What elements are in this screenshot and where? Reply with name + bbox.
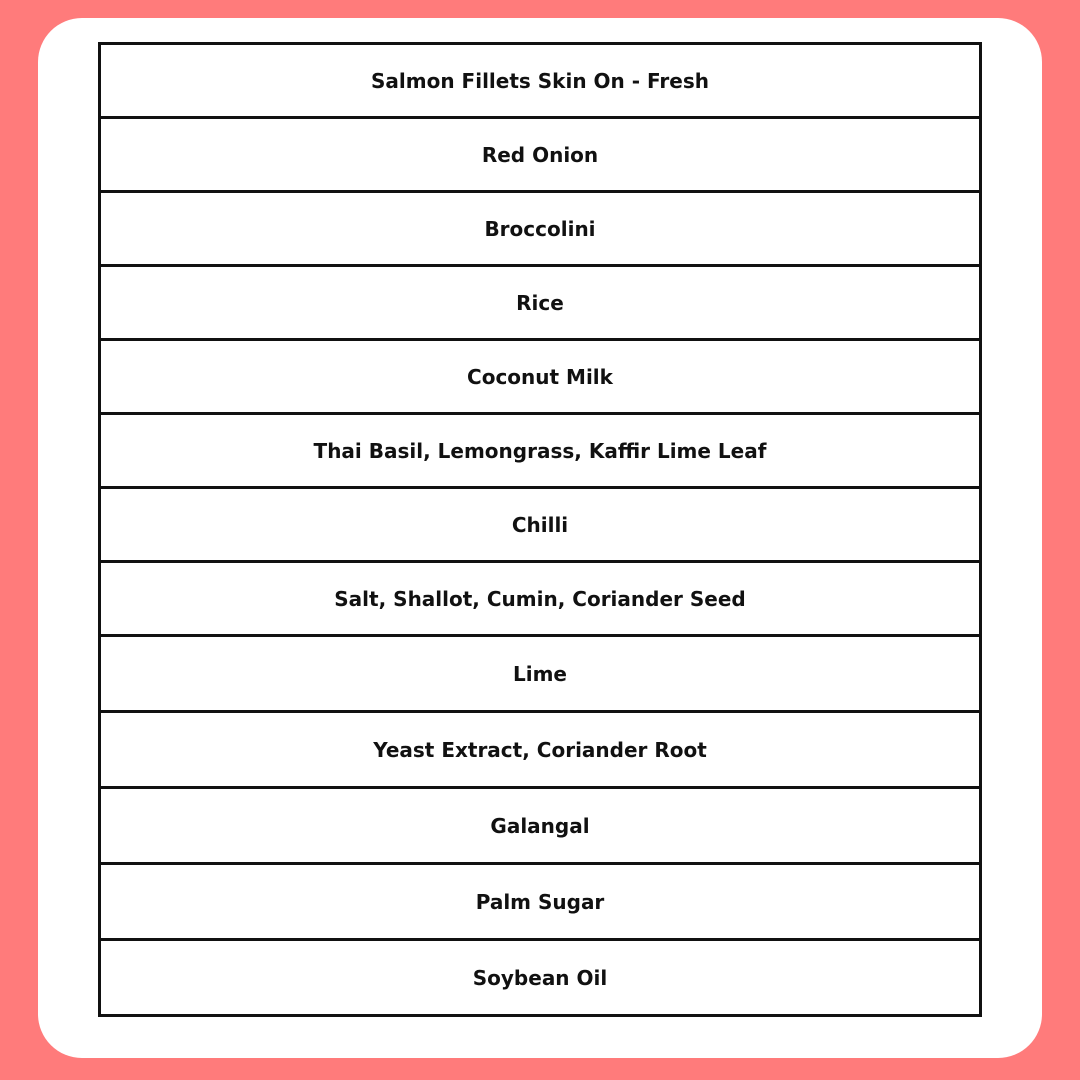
table-row (100, 414, 981, 488)
ingredient-cell: Thai Basil, Lemongrass, Kaffir Lime Leaf (100, 414, 981, 488)
ingredient-list (98, 42, 982, 1017)
ingredient-cell: Soybean Oil (100, 940, 981, 1016)
table-row (100, 636, 981, 712)
table-row (100, 864, 981, 940)
table-row (100, 712, 981, 788)
ingredient-cell: Red Onion (100, 118, 981, 192)
ingredient-cell: Coconut Milk (100, 340, 981, 414)
ingredient-cell: Salt, Shallot, Cumin, Coriander Seed (100, 562, 981, 636)
ingredient-cell: Rice (100, 266, 981, 340)
table-row (100, 940, 981, 1016)
table-row (100, 340, 981, 414)
table-row (100, 118, 981, 192)
ingredient-cell: Broccolini (100, 192, 981, 266)
table-row (100, 562, 981, 636)
table-row (100, 488, 981, 562)
ingredient-cell: Chilli (100, 488, 981, 562)
ingredient-cell: Galangal (100, 788, 981, 864)
ingredient-cell: Yeast Extract, Coriander Root (100, 712, 981, 788)
table-row (100, 788, 981, 864)
ingredient-cell: Salmon Fillets Skin On - Fresh (100, 44, 981, 118)
table-row (100, 44, 981, 118)
table-row (100, 192, 981, 266)
ingredient-cell: Lime (100, 636, 981, 712)
ingredient-cell: Palm Sugar (100, 864, 981, 940)
table-row (100, 266, 981, 340)
